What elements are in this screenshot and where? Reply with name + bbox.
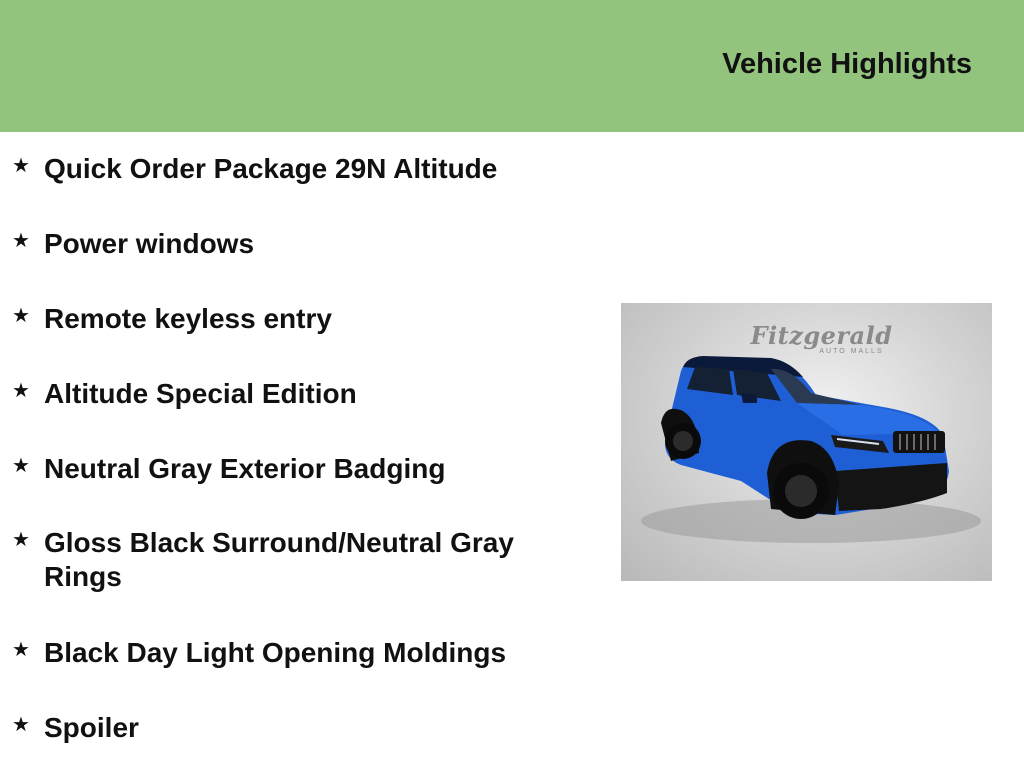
highlight-item [12, 452, 572, 486]
star-icon: ★ [12, 305, 30, 327]
highlight-text: Black Day Light Opening Moldings [44, 637, 507, 668]
highlight-item [12, 711, 572, 745]
highlight-text: Gloss Black Surround/Neutral Gray Rings [44, 527, 514, 592]
star-icon: ★ [12, 714, 30, 736]
highlight-text: Power windows [44, 228, 255, 259]
dealer-subtitle: AUTO MALLS [819, 348, 884, 355]
lower-bumper [835, 463, 947, 511]
suv-illustration [621, 303, 992, 581]
vehicle-photo [621, 303, 992, 581]
highlight-item [12, 227, 572, 261]
star-icon: ★ [12, 230, 30, 252]
star-icon: ★ [12, 639, 30, 661]
header-banner [0, 0, 1024, 132]
star-icon: ★ [12, 455, 30, 477]
highlight-text: Quick Order Package 29N Altitude [44, 153, 498, 184]
star-icon: ★ [12, 529, 30, 551]
front-rim [785, 475, 817, 507]
highlight-text: Spoiler [44, 712, 139, 743]
rear-rim [673, 431, 693, 451]
highlight-item [12, 377, 572, 411]
highlight-item [12, 152, 572, 186]
highlight-item [12, 526, 572, 594]
highlight-text: Neutral Gray Exterior Badging [44, 453, 446, 484]
highlight-text: Remote keyless entry [44, 303, 332, 334]
star-icon: ★ [12, 380, 30, 402]
highlight-text: Altitude Special Edition [44, 378, 357, 409]
highlight-item [12, 302, 572, 336]
page-title: Vehicle Highlights [722, 48, 972, 80]
star-icon: ★ [12, 155, 30, 177]
highlight-item [12, 636, 572, 670]
dealer-name: Fitzgerald [750, 321, 893, 350]
